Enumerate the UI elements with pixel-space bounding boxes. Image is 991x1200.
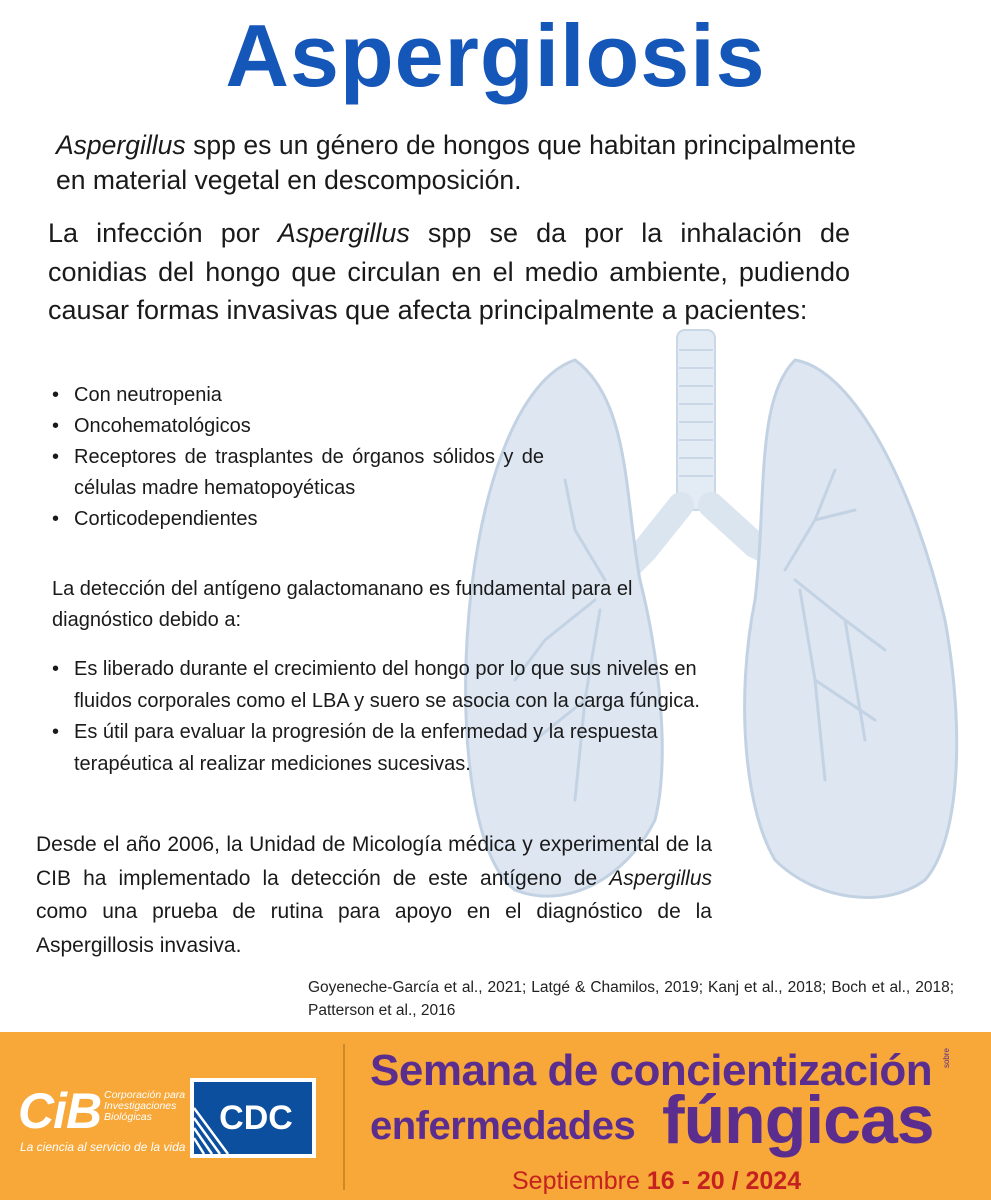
event-dates: Septiembre 16 - 20 / 2024 xyxy=(512,1167,802,1195)
list-item: • Es liberado durante el crecimiento del hongo por lo que sus niveles en fluidos corporales como el LBA y suero se asocia con la carga fúngica. xyxy=(52,654,712,717)
list-item: • Receptores de trasplantes de órganos sólidos y de células madre hematopoyéticas xyxy=(52,442,544,504)
footer-banner xyxy=(0,1032,991,1200)
genus-name: Aspergillus xyxy=(56,130,186,160)
genus-name: Aspergillus xyxy=(277,218,410,248)
event-title-line1: Semana de concientización xyxy=(370,1046,933,1095)
svg-text:CDC: CDC xyxy=(219,1099,293,1137)
reasons-list xyxy=(52,654,712,780)
page-title: Aspergilosis xyxy=(225,6,766,105)
cib-paragraph: Desde el año 2006, la Unidad de Micología médica y experimental de la CIB ha implementado la detección de este antígeno de Aspergillus como una prueba de rutina para apoyo en el diagnóstico de la Aspergillosis invasiva. xyxy=(36,833,712,957)
cdc-logo xyxy=(190,1078,316,1158)
references: Goyeneche-García et al., 2021; Latgé & Chamilos, 2019; Kanj et al., 2018; Boch et al., 2018; Patterson et al., 2016 xyxy=(308,979,954,1019)
cib-tagline: La ciencia al servicio de la vida xyxy=(20,1140,186,1154)
patient-list xyxy=(52,380,544,535)
cib-logo: CiB Corporación para Investigaciones Biológicas La ciencia al servicio de la vida xyxy=(18,1083,186,1154)
divider xyxy=(343,1044,345,1190)
event-title-line3: fúngicas xyxy=(662,1082,934,1158)
list-item: • Corticodependientes xyxy=(52,504,544,535)
event-title-line2: enfermedades xyxy=(370,1104,636,1148)
list-item: • Con neutropenia xyxy=(52,380,544,411)
infection-paragraph: La infección por Aspergillus spp se da por la inhalación de conidias del hongo que circulan en el medio ambiente, pudiendo causar formas invasivas que afecta principalmente a pacientes: xyxy=(48,218,850,325)
event-sobre: sobre xyxy=(942,1048,951,1069)
intro-paragraph: Aspergillus spp es un género de hongos que habitan principalmente en material vegetal en descomposición. xyxy=(56,130,856,195)
list-item: • Oncohematológicos xyxy=(52,411,544,442)
list-item: • Es útil para evaluar la progresión de la enfermedad y la respuesta terapéutica al realizar mediciones sucesivas. xyxy=(52,717,712,780)
genus-name: Aspergillus xyxy=(609,866,712,890)
detection-intro: La detección del antígeno galactomanano es fundamental para el diagnóstico debido a: xyxy=(52,578,633,631)
